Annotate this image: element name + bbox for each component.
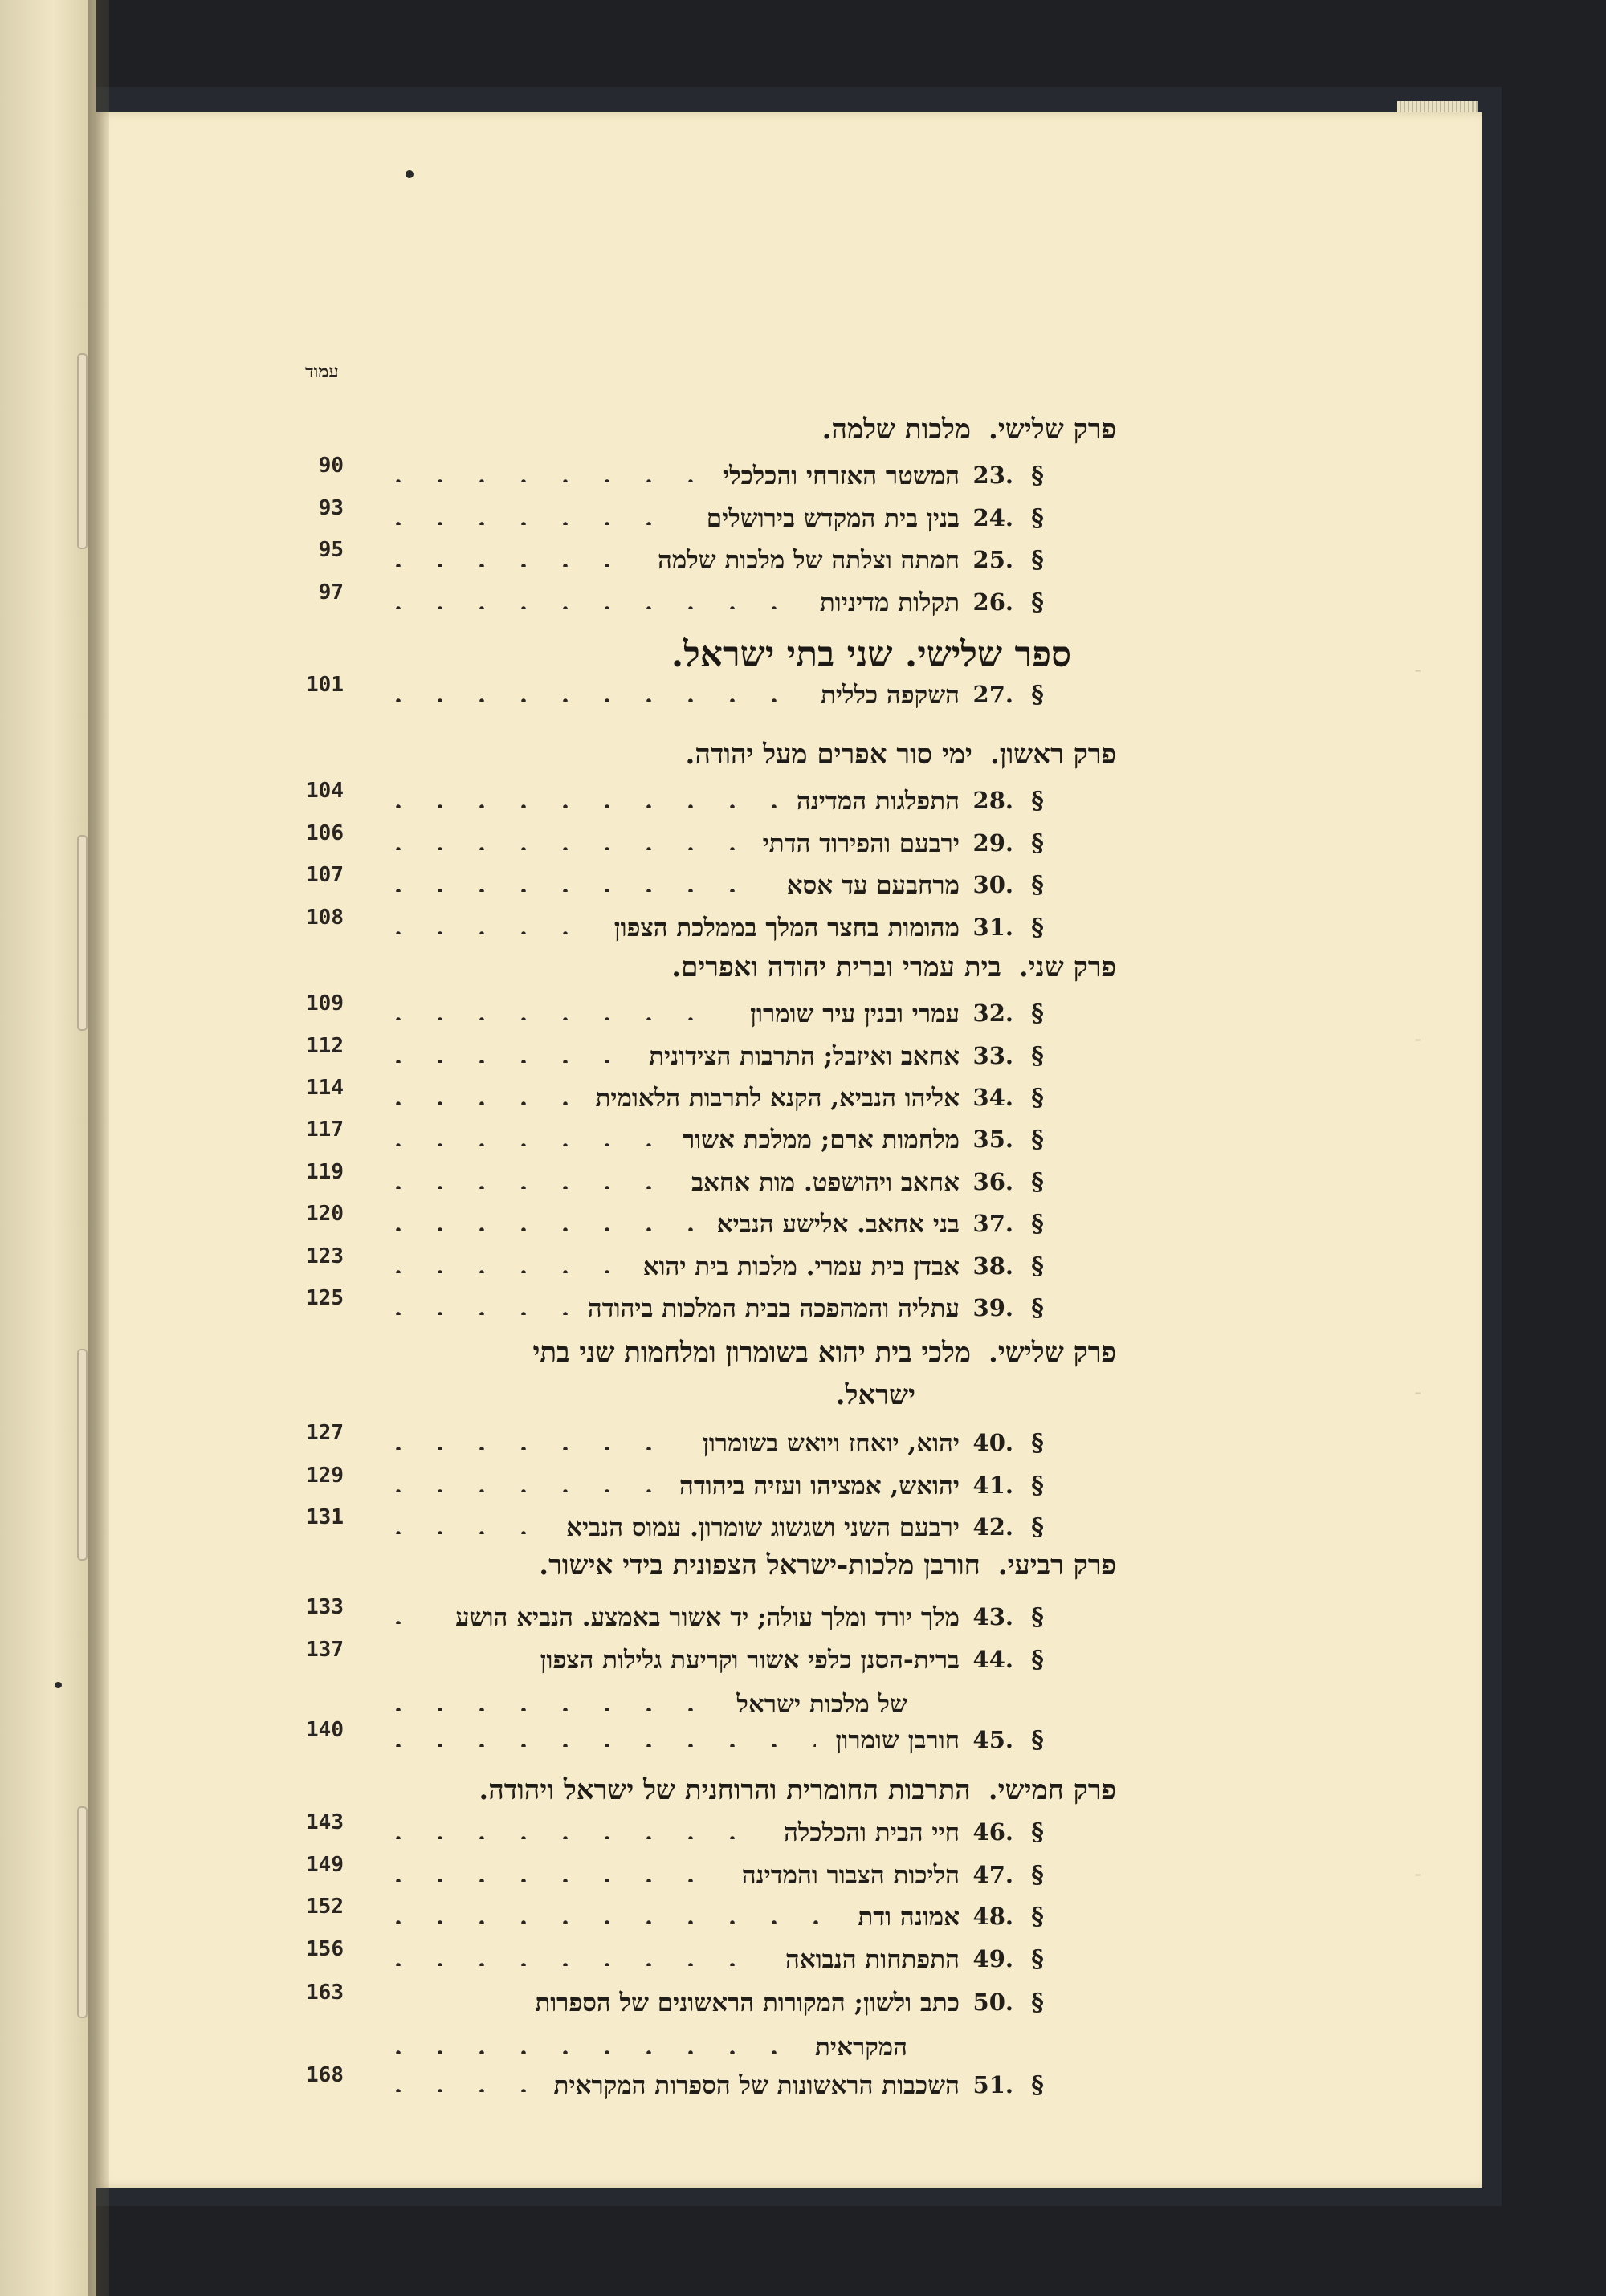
- dot-leader: [377, 1186, 671, 1189]
- dot-leader: [377, 1489, 659, 1492]
- page-number: 108: [306, 906, 344, 930]
- entry-title: בנין בית המקדש בירושלים: [706, 504, 960, 533]
- chapter-label: פרק רביעי.: [997, 1549, 1116, 1582]
- section-sign: §: [1031, 1252, 1044, 1280]
- section-number: 40.: [972, 1429, 1013, 1456]
- toc-entry[interactable]: [0, 1463, 1606, 1510]
- chapter-heading: [479, 1774, 1116, 1806]
- show-through: -: [1414, 658, 1421, 681]
- dot-leader: [377, 1312, 568, 1315]
- toc-entry[interactable]: [0, 1981, 1606, 2062]
- section-sign: §: [1031, 1210, 1044, 1238]
- page-number: 125: [306, 1286, 344, 1310]
- chapter-heading: [671, 951, 1116, 983]
- page-number: 140: [306, 1718, 344, 1742]
- ink-speck: [406, 170, 414, 178]
- book-title: ספר שלישי. שני בתי ישראל.: [671, 634, 1072, 675]
- section-sign: §: [1031, 1168, 1044, 1196]
- dot-leader: [377, 1101, 575, 1105]
- section-sign: §: [1031, 546, 1044, 574]
- section-sign: §: [1031, 1084, 1044, 1112]
- toc-entry[interactable]: [0, 1595, 1606, 1642]
- section-number: 26.: [972, 588, 1013, 616]
- page-number: 163: [306, 1981, 344, 2005]
- entry-title: חמתה וצלתה של מלכות שלמה: [657, 546, 960, 575]
- entry-title: ירבעם השני ושגשוג שומרון. עמוס הנביא: [566, 1513, 960, 1542]
- section-sign: §: [1031, 1646, 1044, 1674]
- page-number: 131: [306, 1505, 344, 1529]
- show-through: -: [1414, 1381, 1421, 1403]
- dot-leader: [377, 698, 801, 702]
- section-number: 49.: [972, 1945, 1013, 1972]
- entry-title: יהוא, יואחז ויואש בשומרון: [702, 1429, 960, 1458]
- dot-leader: [377, 564, 638, 567]
- section-number: 29.: [972, 829, 1013, 857]
- chapter-label: פרק שלישי.: [988, 413, 1116, 446]
- section-number: 36.: [972, 1168, 1013, 1195]
- chapter-title: בית עמרי וברית יהודה ואפרים.: [671, 951, 1001, 983]
- toc-entry[interactable]: [0, 1937, 1606, 1984]
- toc-entry[interactable]: [0, 1638, 1606, 1719]
- toc-entry[interactable]: [0, 1853, 1606, 1899]
- entry-title: בני אחאב. אלישע הנביא: [716, 1210, 960, 1239]
- section-number: 33.: [972, 1042, 1013, 1069]
- page-number: 97: [318, 580, 344, 605]
- chapter-heading: [532, 1337, 1116, 1369]
- toc-entry[interactable]: [0, 1895, 1606, 1941]
- section-sign: §: [1031, 462, 1044, 490]
- section-number: 47.: [972, 1861, 1013, 1888]
- toc-entry[interactable]: [0, 1034, 1606, 1081]
- page-number: 123: [306, 1244, 344, 1268]
- entry-title-continuation: המקראית: [815, 2033, 907, 2062]
- toc-entry[interactable]: [0, 1202, 1606, 1248]
- entry-title: תקלות מדיניות: [819, 588, 960, 617]
- page-number: 117: [306, 1117, 344, 1142]
- section-sign: §: [1031, 1472, 1044, 1500]
- page-number: 114: [306, 1076, 344, 1100]
- section-sign: §: [1031, 829, 1044, 857]
- page-number: 119: [306, 1160, 344, 1184]
- section-sign: §: [1031, 2071, 1044, 2099]
- toc-entry[interactable]: [0, 1244, 1606, 1291]
- section-number: 48.: [972, 1903, 1013, 1930]
- chapter-title: התרבות החומרית והרוחנית של ישראל ויהודה.: [479, 1774, 971, 1806]
- section-number: 51.: [972, 2071, 1013, 2099]
- toc-entry[interactable]: [0, 1718, 1606, 1765]
- toc-entry[interactable]: [0, 538, 1606, 584]
- chapter-title-continuation: ישראל.: [835, 1379, 915, 1411]
- chapter-title: מלכות שלמה.: [821, 413, 972, 446]
- toc-entry[interactable]: [0, 1117, 1606, 1164]
- chapter-heading: [822, 413, 1116, 446]
- chapter-label: פרק שני.: [1018, 951, 1116, 983]
- entry-title: יהואש, אמציהו ועזיה ביהודה: [679, 1472, 960, 1500]
- toc-entry[interactable]: [0, 1076, 1606, 1122]
- section-sign: §: [1031, 1294, 1044, 1322]
- section-number: 37.: [972, 1210, 1013, 1237]
- entry-title: עתליה והמהפכה בבית המלכות ביהודה: [587, 1294, 960, 1323]
- toc-entry[interactable]: [0, 1286, 1606, 1333]
- entry-title: אמונה ודת: [858, 1903, 960, 1932]
- section-sign: §: [1031, 1945, 1044, 1973]
- entry-title: השקפה כללית: [820, 681, 960, 710]
- section-sign: §: [1031, 504, 1044, 532]
- section-number: 44.: [972, 1646, 1013, 1673]
- section-number: 45.: [972, 1726, 1013, 1753]
- chapter-title: ימי סור אפרים מעל יהודה.: [685, 739, 972, 771]
- entry-title: השכבות הראשונות של הספרות המקראית: [553, 2071, 960, 2100]
- page-number: 143: [306, 1810, 344, 1834]
- page-number: 93: [318, 496, 344, 520]
- dot-leader: [377, 2089, 534, 2092]
- page-number: 137: [306, 1638, 344, 1662]
- section-number: 41.: [972, 1472, 1013, 1499]
- section-number: 32.: [972, 999, 1013, 1027]
- chapter-title: חורבן מלכות-ישראל הצפונית בידי אישור.: [539, 1549, 980, 1582]
- section-number: 27.: [972, 681, 1013, 708]
- entry-title: אבדן בית עמרי. מלכות בית יהוא: [642, 1252, 960, 1281]
- section-sign: §: [1031, 1989, 1044, 2017]
- section-number: 25.: [972, 546, 1013, 573]
- toc-entry[interactable]: [0, 496, 1606, 543]
- page-number: 156: [306, 1937, 344, 1961]
- entry-title: אחאב ויהושפט. מות אחאב: [691, 1168, 960, 1197]
- section-sign: §: [1031, 588, 1044, 617]
- section-number: 23.: [972, 462, 1013, 489]
- section-sign: §: [1031, 1042, 1044, 1070]
- page-number: 127: [306, 1421, 344, 1445]
- toc-entry[interactable]: [0, 1810, 1606, 1857]
- chapter-heading: [686, 739, 1117, 771]
- entry-title: ברית-הסנן כלפי אשור וקריעת גלילות הצפון: [540, 1646, 960, 1675]
- entry-title: מלך יורד ומלך עולה; יד אשור באמצע. הנביא הושע: [455, 1603, 960, 1632]
- section-sign: §: [1031, 1126, 1044, 1154]
- dot-leader: [377, 1060, 629, 1063]
- dot-leader: [377, 1879, 722, 1882]
- dot-leader: [377, 1017, 730, 1020]
- show-through: -: [1414, 1028, 1421, 1050]
- toc-entry[interactable]: [0, 1160, 1606, 1207]
- entry-title: אליהו הנביא, הקנא לתרבות הלאומית: [595, 1084, 960, 1113]
- page-number: 104: [306, 779, 344, 803]
- toc-entry[interactable]: [0, 1421, 1606, 1468]
- section-sign: §: [1031, 1513, 1044, 1541]
- section-number: 50.: [972, 1989, 1013, 2016]
- section-number: 46.: [972, 1818, 1013, 1846]
- dot-leader: [377, 889, 767, 892]
- page-number: 168: [306, 2063, 344, 2087]
- section-number: 38.: [972, 1252, 1013, 1280]
- section-sign: §: [1031, 1726, 1044, 1754]
- entry-title: כתב ולשון; המקורות הראשונים של הספרות: [535, 1989, 960, 2017]
- section-number: 43.: [972, 1603, 1013, 1630]
- section-number: 28.: [972, 787, 1013, 814]
- entry-title: אחאב ואיזבל; התרבות הצידונית: [649, 1042, 960, 1071]
- toc-entry[interactable]: [0, 991, 1606, 1038]
- page-number: 109: [306, 991, 344, 1016]
- section-sign: §: [1031, 1818, 1044, 1846]
- dot-leader: [377, 1270, 623, 1273]
- dot-leader: [377, 1836, 764, 1839]
- entry-title: ירבעם והפירוד הדתי: [762, 829, 960, 858]
- dot-leader: [377, 804, 777, 808]
- section-sign: §: [1031, 914, 1044, 942]
- section-number: 39.: [972, 1294, 1013, 1321]
- dot-leader: [377, 1708, 716, 1711]
- section-sign: §: [1031, 787, 1044, 815]
- section-number: 35.: [972, 1126, 1013, 1153]
- toc-entry[interactable]: [0, 2063, 1606, 2110]
- section-sign: §: [1031, 1861, 1044, 1889]
- entry-title: מרחבעם עד אסא: [786, 871, 960, 900]
- section-number: 31.: [972, 914, 1013, 941]
- page-number: 101: [306, 673, 344, 697]
- dot-leader: [377, 1920, 838, 1924]
- chapter-label: פרק חמישי.: [988, 1774, 1116, 1806]
- dot-leader: [377, 1744, 816, 1747]
- toc-entry[interactable]: [0, 673, 1606, 719]
- show-through: -: [1414, 1862, 1421, 1885]
- entry-title: חורבן שומרון: [835, 1726, 960, 1755]
- toc-entry[interactable]: [0, 1505, 1606, 1552]
- entry-title: התפלגות המדינה: [796, 787, 960, 816]
- dot-leader: [377, 931, 594, 934]
- page-number: 149: [306, 1853, 344, 1877]
- entry-title: חיי הבית והכלכלה: [784, 1818, 960, 1847]
- chapter-label: פרק ראשון.: [989, 739, 1116, 771]
- dot-leader: [377, 1227, 697, 1231]
- section-sign: §: [1031, 681, 1044, 709]
- toc-entry[interactable]: [0, 779, 1606, 825]
- dot-leader: [377, 847, 743, 850]
- entry-title: מלחמות ארם; ממלכת אשור: [682, 1126, 960, 1154]
- page-number: 133: [306, 1595, 344, 1619]
- entry-title: עמרי ובנין עיר שומרון: [750, 999, 960, 1028]
- toc-entry[interactable]: [0, 821, 1606, 868]
- page-column-header: עמוד: [305, 361, 339, 382]
- dot-leader: [377, 1531, 546, 1534]
- section-sign: §: [1031, 1429, 1044, 1457]
- dot-leader: [377, 2050, 795, 2054]
- dot-leader: [377, 1447, 683, 1450]
- chapter-label: פרק שלישי.: [988, 1337, 1116, 1369]
- section-number: 24.: [972, 504, 1013, 531]
- toc-entry[interactable]: [0, 863, 1606, 910]
- dot-leader: [377, 1621, 435, 1624]
- chapter-title: מלכי בית יהוא בשומרון ומלחמות שני בתי: [532, 1337, 972, 1369]
- page-number: 90: [318, 454, 344, 478]
- section-sign: §: [1031, 1903, 1044, 1931]
- entry-title-continuation: של מלכות ישראל: [736, 1690, 907, 1719]
- section-number: 34.: [972, 1084, 1013, 1111]
- entry-title: המשטר האזרחי והכלכלי: [723, 462, 960, 491]
- section-sign: §: [1031, 1603, 1044, 1631]
- section-sign: §: [1031, 999, 1044, 1028]
- page-number: 106: [306, 821, 344, 845]
- dot-leader: [377, 479, 703, 482]
- toc-entry[interactable]: [0, 580, 1606, 627]
- page-number: 129: [306, 1463, 344, 1488]
- page-number: 107: [306, 863, 344, 887]
- dot-leader: [377, 1143, 662, 1146]
- entry-title: התפתחות הנבואה: [785, 1945, 960, 1974]
- section-sign: §: [1031, 871, 1044, 899]
- dot-leader: [377, 606, 800, 609]
- page-number: 112: [306, 1034, 344, 1058]
- page-number: 120: [306, 1202, 344, 1226]
- toc-entry[interactable]: [0, 906, 1606, 952]
- section-number: 30.: [972, 871, 1013, 898]
- chapter-heading: [539, 1549, 1116, 1582]
- page-number: 152: [306, 1895, 344, 1919]
- section-number: 42.: [972, 1513, 1013, 1541]
- entry-title: הליכות הצבור והמדינה: [741, 1861, 960, 1890]
- dot-leader: [377, 1963, 765, 1966]
- page-number: 95: [318, 538, 344, 562]
- entry-title: מהומות בחצר המלך בממלכת הצפון: [613, 914, 960, 942]
- dot-leader: [377, 522, 687, 525]
- toc-entry[interactable]: [0, 454, 1606, 500]
